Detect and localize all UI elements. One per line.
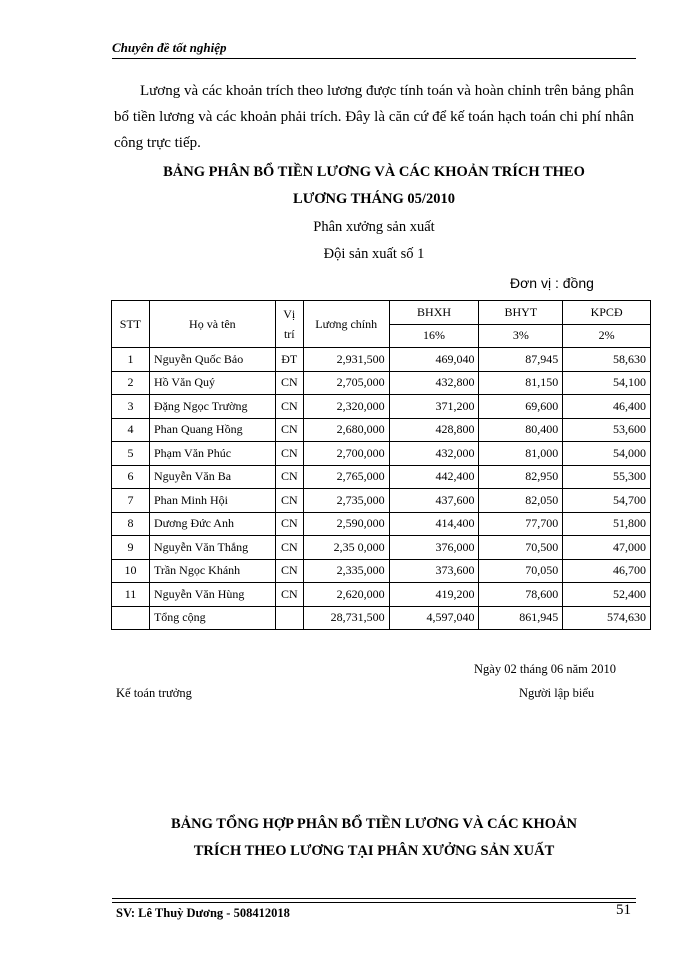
cell-bhyt: 70,050 bbox=[479, 559, 563, 583]
header-salary: Lương chính bbox=[303, 301, 389, 348]
cell-stt: 4 bbox=[112, 418, 150, 442]
cell-bhyt: 82,050 bbox=[479, 489, 563, 513]
cell-bhxh: 376,000 bbox=[389, 536, 479, 560]
header-stt: STT bbox=[112, 301, 150, 348]
cell-kpcd: 55,300 bbox=[563, 465, 651, 489]
cell-name: Nguyễn Quốc Bảo bbox=[149, 348, 275, 372]
cell-salary: 2,620,000 bbox=[303, 583, 389, 607]
cell-name: Nguyễn Văn Thắng bbox=[149, 536, 275, 560]
table-header-row bbox=[112, 301, 651, 325]
cell-stt: 7 bbox=[112, 489, 150, 513]
cell-salary: 2,320,000 bbox=[303, 395, 389, 419]
cell-stt: 6 bbox=[112, 465, 150, 489]
cell-position: CN bbox=[275, 418, 303, 442]
cell-name: Nguyễn Văn Hùng bbox=[149, 583, 275, 607]
cell-kpcd: 52,400 bbox=[563, 583, 651, 607]
cell-bhxh: 373,600 bbox=[389, 559, 479, 583]
cell-stt: 9 bbox=[112, 536, 150, 560]
cell-total-bhyt: 861,945 bbox=[479, 606, 563, 630]
table-row bbox=[112, 418, 651, 442]
intro-text: Lương và các khoản trích theo lương được tính toán và hoàn chỉnh trên bảng phân bổ tiền lương và các khoản phải trích. Đây là căn cứ để kế toán hạch toán chi phí nhân công trực tiếp. bbox=[114, 83, 634, 151]
cell-kpcd: 51,800 bbox=[563, 512, 651, 536]
cell-bhyt: 78,600 bbox=[479, 583, 563, 607]
cell-stt: 2 bbox=[112, 371, 150, 395]
cell-name: Đặng Ngọc Trường bbox=[149, 395, 275, 419]
cell-position: CN bbox=[275, 371, 303, 395]
cell-bhxh: 414,400 bbox=[389, 512, 479, 536]
chief-accountant-signature: Kế toán trưởng bbox=[116, 686, 192, 700]
cell-position: CN bbox=[275, 536, 303, 560]
rate-kpcd: 2% bbox=[563, 324, 651, 348]
header-bhxh: BHXH bbox=[389, 301, 479, 325]
cell-kpcd: 53,600 bbox=[563, 418, 651, 442]
cell-salary: 2,335,000 bbox=[303, 559, 389, 583]
rate-bhyt: 3% bbox=[479, 324, 563, 348]
table-row bbox=[112, 442, 651, 466]
cell-bhxh: 432,000 bbox=[389, 442, 479, 466]
cell-stt: 11 bbox=[112, 583, 150, 607]
table-title-line1: BẢNG PHÂN BỔ TIỀN LƯƠNG VÀ CÁC KHOẢN TRÍCH THEO bbox=[163, 164, 585, 180]
cell-bhyt: 81,150 bbox=[479, 371, 563, 395]
cell-position: CN bbox=[275, 465, 303, 489]
table-title-line2: LƯƠNG THÁNG 05/2010 bbox=[293, 191, 455, 207]
cell-name: Dương Đức Anh bbox=[149, 512, 275, 536]
cell-salary: 2,700,000 bbox=[303, 442, 389, 466]
cell-total-salary: 28,731,500 bbox=[303, 606, 389, 630]
header-position-bottom: trí bbox=[283, 327, 295, 341]
table-row bbox=[112, 536, 651, 560]
table-row bbox=[112, 395, 651, 419]
intro-paragraph bbox=[114, 78, 634, 156]
cell-bhxh: 469,040 bbox=[389, 348, 479, 372]
cell-bhyt: 69,600 bbox=[479, 395, 563, 419]
table-total-row bbox=[112, 606, 651, 630]
cell-bhyt: 82,950 bbox=[479, 465, 563, 489]
header-position-top: Vị bbox=[283, 307, 296, 321]
unit-label: Đơn vị : đồng bbox=[510, 275, 594, 291]
cell-kpcd: 54,700 bbox=[563, 489, 651, 513]
cell-stt: 5 bbox=[112, 442, 150, 466]
cell-name: Phan Minh Hội bbox=[149, 489, 275, 513]
cell-name: Nguyễn Văn Ba bbox=[149, 465, 275, 489]
header-rule bbox=[112, 58, 636, 59]
table-row bbox=[112, 348, 651, 372]
page-number: 51 bbox=[616, 902, 631, 918]
summary-title-line1: BẢNG TỔNG HỢP PHÂN BỔ TIỀN LƯƠNG VÀ CÁC KHOẢN bbox=[171, 816, 577, 832]
cell-bhxh: 437,600 bbox=[389, 489, 479, 513]
header-bhyt: BHYT bbox=[479, 301, 563, 325]
date-line: Ngày 02 tháng 06 năm 2010 bbox=[474, 662, 616, 676]
cell-kpcd: 46,400 bbox=[563, 395, 651, 419]
table-row bbox=[112, 583, 651, 607]
cell-position: CN bbox=[275, 559, 303, 583]
cell-salary: 2,765,000 bbox=[303, 465, 389, 489]
cell-bhyt: 77,700 bbox=[479, 512, 563, 536]
cell-bhxh: 442,400 bbox=[389, 465, 479, 489]
header-position bbox=[275, 301, 303, 348]
cell-total-stt bbox=[112, 606, 150, 630]
cell-kpcd: 46,700 bbox=[563, 559, 651, 583]
footer-student: SV: Lê Thuỳ Dương - 508412018 bbox=[116, 906, 290, 920]
summary-title-line2: TRÍCH THEO LƯƠNG TẠI PHÂN XƯỞNG SẢN XUẤT bbox=[193, 843, 555, 859]
cell-position: CN bbox=[275, 442, 303, 466]
cell-total-kpcd: 574,630 bbox=[563, 606, 651, 630]
cell-bhxh: 371,200 bbox=[389, 395, 479, 419]
cell-salary: 2,705,000 bbox=[303, 371, 389, 395]
team-label: Đội sản xuất số 1 bbox=[323, 246, 425, 262]
cell-salary: 2,735,000 bbox=[303, 489, 389, 513]
rate-bhxh: 16% bbox=[389, 324, 479, 348]
cell-name: Phạm Văn Phúc bbox=[149, 442, 275, 466]
table-row bbox=[112, 371, 651, 395]
cell-stt: 10 bbox=[112, 559, 150, 583]
footer-rule-top bbox=[112, 898, 636, 899]
table-row bbox=[112, 512, 651, 536]
salary-allocation-table bbox=[111, 300, 651, 630]
cell-total-label: Tổng cộng bbox=[149, 606, 275, 630]
document-header: Chuyên đề tốt nghiệp bbox=[112, 40, 227, 55]
cell-bhyt: 80,400 bbox=[479, 418, 563, 442]
cell-stt: 8 bbox=[112, 512, 150, 536]
cell-salary: 2,680,000 bbox=[303, 418, 389, 442]
table-row bbox=[112, 559, 651, 583]
cell-kpcd: 58,630 bbox=[563, 348, 651, 372]
cell-salary: 2,35 0,000 bbox=[303, 536, 389, 560]
cell-bhxh: 432,800 bbox=[389, 371, 479, 395]
header-kpcd: KPCĐ bbox=[563, 301, 651, 325]
cell-position: CN bbox=[275, 395, 303, 419]
cell-bhyt: 70,500 bbox=[479, 536, 563, 560]
cell-stt: 1 bbox=[112, 348, 150, 372]
cell-salary: 2,931,500 bbox=[303, 348, 389, 372]
preparer-signature: Người lập biểu bbox=[519, 686, 595, 700]
cell-bhyt: 81,000 bbox=[479, 442, 563, 466]
cell-total-bhxh: 4,597,040 bbox=[389, 606, 479, 630]
header-name: Họ và tên bbox=[149, 301, 275, 348]
cell-salary: 2,590,000 bbox=[303, 512, 389, 536]
cell-position: CN bbox=[275, 583, 303, 607]
cell-name: Phan Quang Hồng bbox=[149, 418, 275, 442]
cell-kpcd: 54,000 bbox=[563, 442, 651, 466]
cell-total-position bbox=[275, 606, 303, 630]
cell-bhxh: 419,200 bbox=[389, 583, 479, 607]
cell-position: ĐT bbox=[275, 348, 303, 372]
workshop-label: Phân xưởng sản xuất bbox=[313, 219, 435, 235]
cell-position: CN bbox=[275, 512, 303, 536]
cell-name: Hồ Văn Quý bbox=[149, 371, 275, 395]
cell-stt: 3 bbox=[112, 395, 150, 419]
cell-bhyt: 87,945 bbox=[479, 348, 563, 372]
cell-kpcd: 47,000 bbox=[563, 536, 651, 560]
cell-bhxh: 428,800 bbox=[389, 418, 479, 442]
cell-kpcd: 54,100 bbox=[563, 371, 651, 395]
footer-rule-bottom bbox=[112, 902, 636, 903]
table-row bbox=[112, 489, 651, 513]
cell-position: CN bbox=[275, 489, 303, 513]
table-row bbox=[112, 465, 651, 489]
cell-name: Trần Ngọc Khánh bbox=[149, 559, 275, 583]
